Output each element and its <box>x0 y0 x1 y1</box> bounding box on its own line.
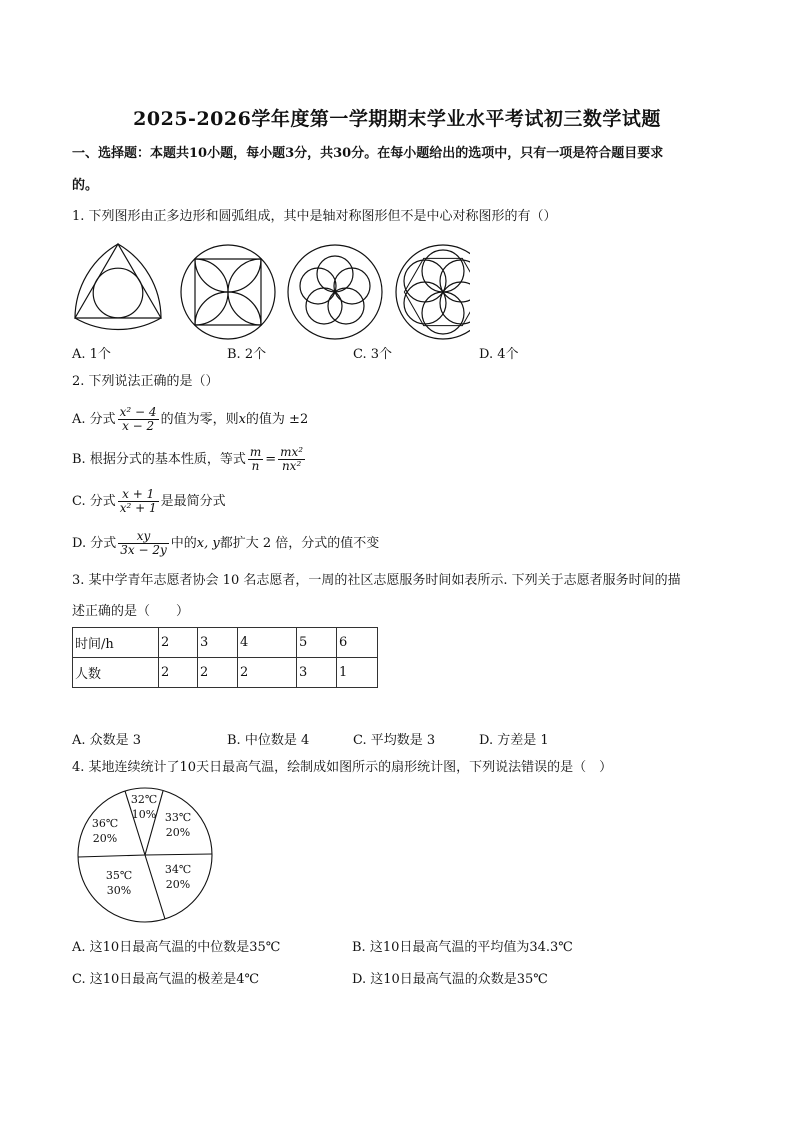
q2-b-left-fraction <box>248 446 263 473</box>
four-arc-star-figure <box>181 245 275 339</box>
q3-data-table <box>72 627 378 688</box>
q3-option-a: A. 众数是 3 <box>72 733 142 748</box>
pie-label-temp: 34℃ <box>164 863 192 876</box>
table-row <box>73 658 378 688</box>
q3-stem-line2: 述正确的是（ ） <box>72 604 190 619</box>
q2-a-prefix: A. 分式 <box>72 412 116 427</box>
q2-option-c <box>72 486 226 518</box>
table-row <box>73 628 378 658</box>
q4-option-a: A. 这10日最高气温的中位数是35℃ <box>72 940 281 955</box>
q4-option-c: C. 这10日最高气温的极差是4℃ <box>72 972 260 987</box>
q4-stem: 4. 某地连续统计了10天日最高气温，绘制成如图所示的扇形统计图，下列说法错误的是（ ） <box>72 760 613 775</box>
pie-divider <box>145 855 165 919</box>
fraction-denominator: x² + 1 <box>119 501 157 515</box>
table-cell: 1 <box>337 658 378 688</box>
fraction-denominator: nx² <box>281 459 302 473</box>
q1-figures <box>70 240 470 340</box>
table-cell: 5 <box>297 628 337 658</box>
q2-b-right-fraction <box>278 446 305 473</box>
q2-option-d <box>72 528 379 560</box>
q1-option-d: D. 4个 <box>479 347 519 362</box>
pie-divider <box>78 855 145 857</box>
page-title: 2025-2026学年度第一学期期末学业水平考试初三数学试题 <box>133 108 661 130</box>
q3-option-b: B. 中位数是 4 <box>227 733 310 748</box>
fraction-denominator: n <box>251 459 260 473</box>
pie-label-pct: 20% <box>165 826 191 839</box>
q2-a-text2: 的值为 ±2 <box>245 412 309 427</box>
q2-a-text: 的值为零，则 <box>160 412 239 427</box>
pie-label-pct: 20% <box>165 878 191 891</box>
pie-label-temp: 33℃ <box>164 811 192 824</box>
q4-option-d: D. 这10日最高气温的众数是35℃ <box>352 972 548 987</box>
q2-c-prefix: C. 分式 <box>72 494 116 509</box>
fraction-numerator: x + 1 <box>118 488 159 502</box>
q4-option-b: B. 这10日最高气温的平均值为34.3℃ <box>352 940 573 955</box>
table-cell: 2 <box>159 658 198 688</box>
table-cell: 3 <box>198 628 238 658</box>
pie-label-pct: 10% <box>131 808 157 821</box>
table-cell: 4 <box>238 628 297 658</box>
q1-option-b: B. 2个 <box>227 347 267 362</box>
q2-d-fraction <box>118 530 169 557</box>
fraction-numerator: xy <box>118 530 169 544</box>
five-petal-figure <box>288 245 382 339</box>
fraction-numerator: mx² <box>280 445 304 459</box>
q2-option-b <box>72 444 307 476</box>
section-heading-line1: 一、选择题：本题共10小题，每小题3分，共30分。在每小题给出的选项中，只有一项是符合题目要求 <box>72 146 664 161</box>
q1-option-a: A. 1个 <box>72 347 111 362</box>
table-cell: 2 <box>238 658 297 688</box>
table-cell: 2 <box>159 628 198 658</box>
q3-option-d: D. 方差是 1 <box>479 733 549 748</box>
q3-option-c: C. 平均数是 3 <box>353 733 436 748</box>
fraction-numerator: x² − 4 <box>119 405 157 419</box>
pie-label-pct: 20% <box>92 832 118 845</box>
section-heading-line2: 的。 <box>72 178 99 193</box>
pie-label-temp: 32℃ <box>130 793 158 806</box>
variable-x: x <box>238 412 246 427</box>
table-cell: 2 <box>198 658 238 688</box>
pie-divider <box>145 854 212 855</box>
pie-label-temp: 35℃ <box>105 869 133 882</box>
q4-pie-chart <box>70 787 220 927</box>
q3-stem-line1: 3. 某中学青年志愿者协会 10 名志愿者，一周的社区志愿服务时间如表所示. 下列关于志愿者服务时间的描 <box>72 573 681 588</box>
q2-d-text2: 都扩大 2 倍，分式的值不变 <box>219 536 380 551</box>
table-cell: 6 <box>337 628 378 658</box>
fraction-denominator: x − 2 <box>122 419 155 433</box>
q2-d-text: 中的 <box>170 536 197 551</box>
pie-label-pct: 30% <box>106 884 132 897</box>
q2-stem: 2. 下列说法正确的是（） <box>72 374 219 389</box>
six-petal-figure <box>396 245 470 339</box>
q2-a-fraction <box>118 406 159 433</box>
fraction-denominator: 3x − 2y <box>120 543 167 557</box>
variables-xy: x, y <box>196 536 220 551</box>
q2-b-prefix: B. 根据分式的基本性质，等式 <box>72 452 246 467</box>
q1-stem: 1. 下列图形由正多边形和圆弧组成，其中是轴对称图形但不是中心对称图形的有（） <box>72 209 557 224</box>
pie-label-temp: 36℃ <box>91 817 119 830</box>
reuleaux-triangle-figure <box>75 244 161 330</box>
table-cell: 人数 <box>73 658 159 688</box>
table-cell: 时间/h <box>73 628 159 658</box>
table-cell: 3 <box>297 658 337 688</box>
q2-d-prefix: D. 分式 <box>72 536 117 551</box>
equals-sign: = <box>265 452 277 467</box>
fraction-numerator: m <box>249 445 262 459</box>
q2-c-text: 是最简分式 <box>160 494 226 509</box>
q1-option-c: C. 3个 <box>353 347 393 362</box>
q2-c-fraction <box>118 488 159 515</box>
q2-option-a <box>72 404 308 436</box>
